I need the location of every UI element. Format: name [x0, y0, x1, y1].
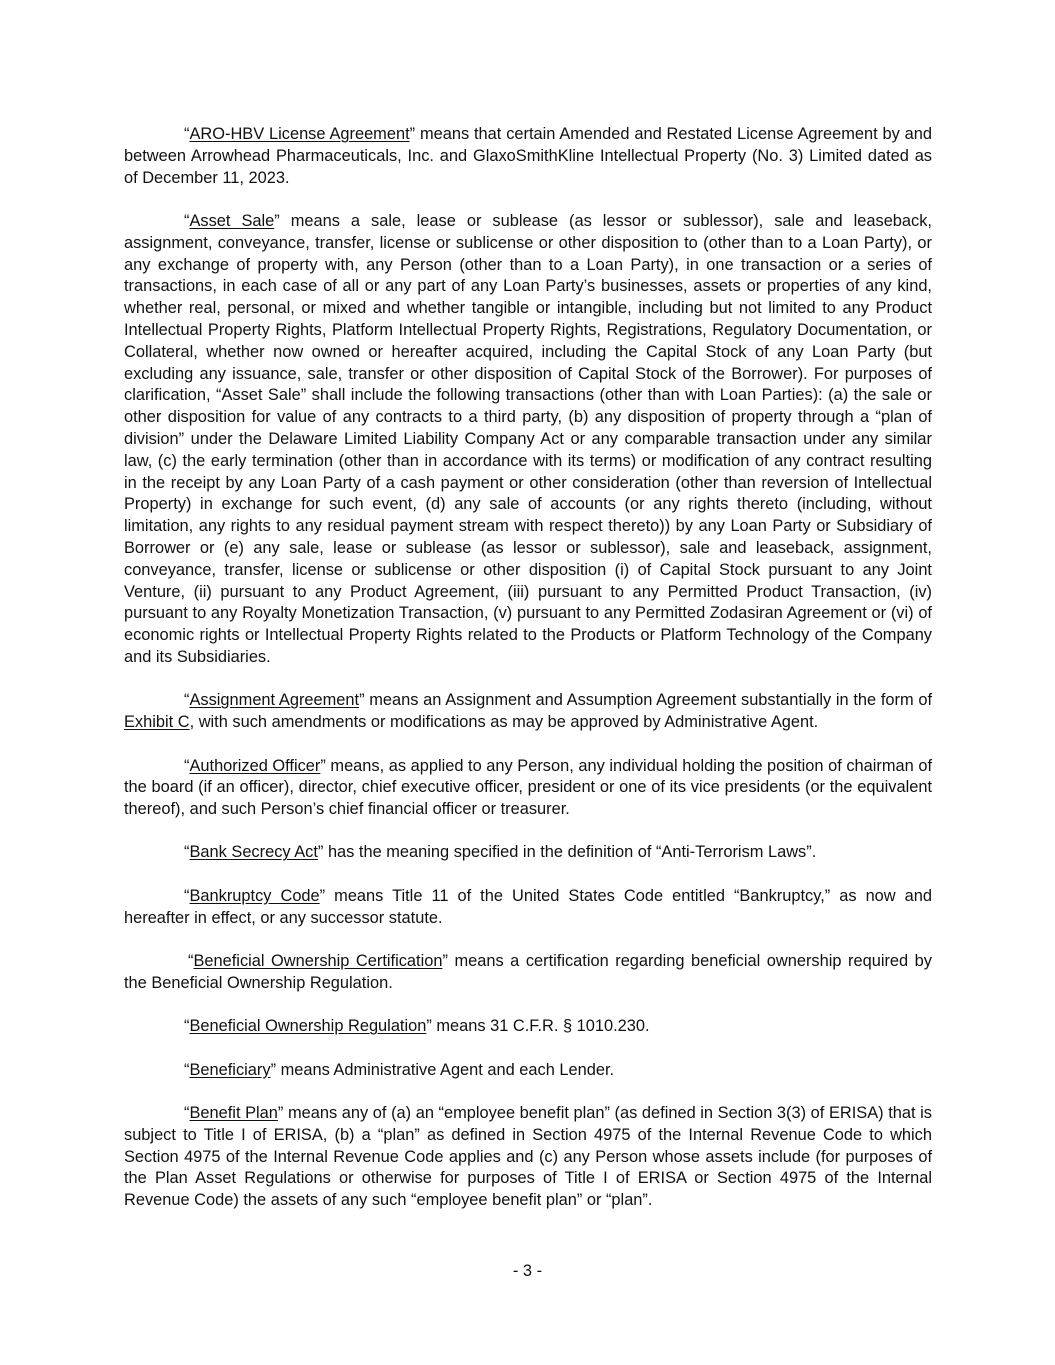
close-quote: ”: [320, 756, 326, 775]
definition-beneficial-ownership-certification: [124, 951, 932, 995]
close-quote: ”: [426, 1017, 432, 1036]
open-quote: “: [184, 1017, 190, 1036]
definition-assignment-agreement: [124, 690, 932, 734]
definition-text: means a sale, lease or sublease (as lessor or sublessor), sale and leaseback, assignment, conveyance, transfer, license or sublicense or other disposition to (other than to a Loan Party), or any exchange of property with, any Person (other than to a Loan Party), in one transaction or a series of transactions, in each case of all or any part of any Loan Party’s businesses, assets or properties of any kind, whether real, personal, or mixed and whether tangible or intangible, including but not limited to any Product Intellectual Property Rights, Platform Intellectual Property Rights, Registrations, Regulatory Documentation, or Collateral, whether now owned or hereafter acquired, including the Capital Stock of any Loan Party (but excluding any issuance, sale, transfer or other disposition of Capital Stock of the Borrower). For purposes of clarification, “Asset Sale” shall include the following transactions (other than with Loan Parties): (a) the sale or other disposition for value of any contracts to a third party, (b) any disposition of property through a “plan of division” under the Delaware Limited Liability Company Act or any comparable transaction under any similar law, (c) the early termination (other than in accordance with its terms) or modification of any contract resulting in the receipt by any Loan Party of a cash payment or other consideration (other than reversion of Intellectual Property) in exchange for such event, (d) any sale of accounts (or any rights thereto (including, without limitation, any rights to any residual payment stream with respect thereto)) by any Loan Party or Subsidiary of Borrower or (e) any sale, lease or sublease (as lessor or sublessor), sale and leaseback, assignment, conveyance, transfer, license or sublicense or other disposition (i) of Capital Stock pursuant to any Joint Venture, (ii) pursuant to any Product Agreement, (iii) pursuant to any Permitted Product Transaction, (iv) pursuant to any Royalty Monetization Transaction, (v) pursuant to any Permitted Zodasiran Agreement or (vi) of economic rights or Intellectual Property Rights related to the Products or Platform Technology of the Company and its Subsidiaries.: [124, 211, 932, 666]
definition-text: means any of (a) an “employee benefit plan” (as defined in Section 3(3) of ERISA) that is subject to Title I of ERISA, (b) a “plan” as defined in Section 4975 of the Internal Revenue Code to which Section 4975 of the Internal Revenue Code applies and (c) any Person whose assets include (for purposes of the Plan Asset Regulations or otherwise for purposes of Title I of ERISA or Section 4975 of the Internal Revenue Code) the assets of any such “employee benefit plan” or “plan”.: [124, 1104, 932, 1210]
defined-term: Beneficial Ownership Regulation: [189, 1017, 427, 1036]
close-quote: ”: [359, 691, 365, 710]
defined-term: Assignment Agreement: [189, 691, 360, 710]
definition-text: means that certain Amended and Restated License Agreement by and between Arrowhead Pharmaceuticals, Inc. and GlaxoSmithKline Intellectual Property (No. 3) Limited dated as of December 11, 2023.: [124, 125, 932, 187]
close-quote: ”: [319, 886, 326, 905]
definition-text-continued: , with such amendments or modifications as may be approved by Administrative Agent.: [189, 713, 819, 732]
close-quote: ”: [274, 211, 280, 230]
open-quote: “: [188, 952, 194, 971]
definition-bankruptcy-code: [124, 886, 932, 930]
defined-term: Bankruptcy Code: [189, 886, 320, 905]
close-quote: ”: [270, 1060, 277, 1079]
definition-text: means Title 11 of the United States Code entitled “Bankruptcy,” as now and hereafter in effect, or any successor statute.: [124, 886, 933, 927]
definition-text: means, as applied to any Person, any individual holding the position of chairman of the board (if an officer), director, chief executive officer, president or one of its vice presidents (or the equivalent thereof), and such Person’s chief financial officer or treasurer.: [124, 756, 932, 819]
page-number: - 3 -: [512, 1262, 543, 1280]
open-quote: “: [184, 691, 190, 710]
open-quote: “: [184, 125, 190, 143]
exhibit-reference: Exhibit C: [124, 713, 190, 732]
definition-bank-secrecy-act: [124, 842, 932, 864]
open-quote: “: [184, 886, 190, 905]
close-quote: ”: [409, 125, 416, 143]
definition-beneficiary: [124, 1060, 932, 1082]
definition-asset-sale: [124, 211, 932, 669]
document-body: [124, 124, 932, 1234]
defined-term: Beneficial Ownership Certification: [193, 952, 443, 971]
definition-beneficial-ownership-regulation: [124, 1016, 932, 1038]
definition-text: means an Assignment and Assumption Agreement substantially in the form of: [364, 691, 932, 710]
definition-authorized-officer: [124, 756, 932, 821]
definition-text: means 31 C.F.R. § 1010.230.: [431, 1017, 650, 1036]
open-quote: “: [184, 211, 190, 230]
defined-term: Authorized Officer: [189, 756, 321, 775]
definition-aro-hbv-license-agreement: [124, 124, 932, 189]
close-quote: ”: [277, 1104, 284, 1123]
close-quote: ”: [442, 952, 448, 971]
definition-benefit-plan: [124, 1103, 932, 1212]
defined-term: ARO-HBV License Agreement: [189, 125, 410, 143]
definition-text: means Administrative Agent and each Lender.: [276, 1060, 615, 1079]
defined-term: Bank Secrecy Act: [189, 843, 318, 862]
defined-term: Beneficiary: [189, 1060, 271, 1079]
open-quote: “: [184, 1104, 190, 1123]
open-quote: “: [184, 843, 190, 862]
close-quote: ”: [317, 843, 324, 862]
definition-text: has the meaning specified in the definition of “Anti-Terrorism Laws”.: [323, 843, 817, 862]
defined-term: Asset Sale: [189, 211, 275, 230]
definition-text: means a certification regarding beneficial ownership required by the Beneficial Ownership Regulation.: [124, 952, 932, 992]
open-quote: “: [184, 756, 190, 775]
open-quote: “: [184, 1060, 190, 1079]
defined-term: Benefit Plan: [189, 1104, 278, 1123]
